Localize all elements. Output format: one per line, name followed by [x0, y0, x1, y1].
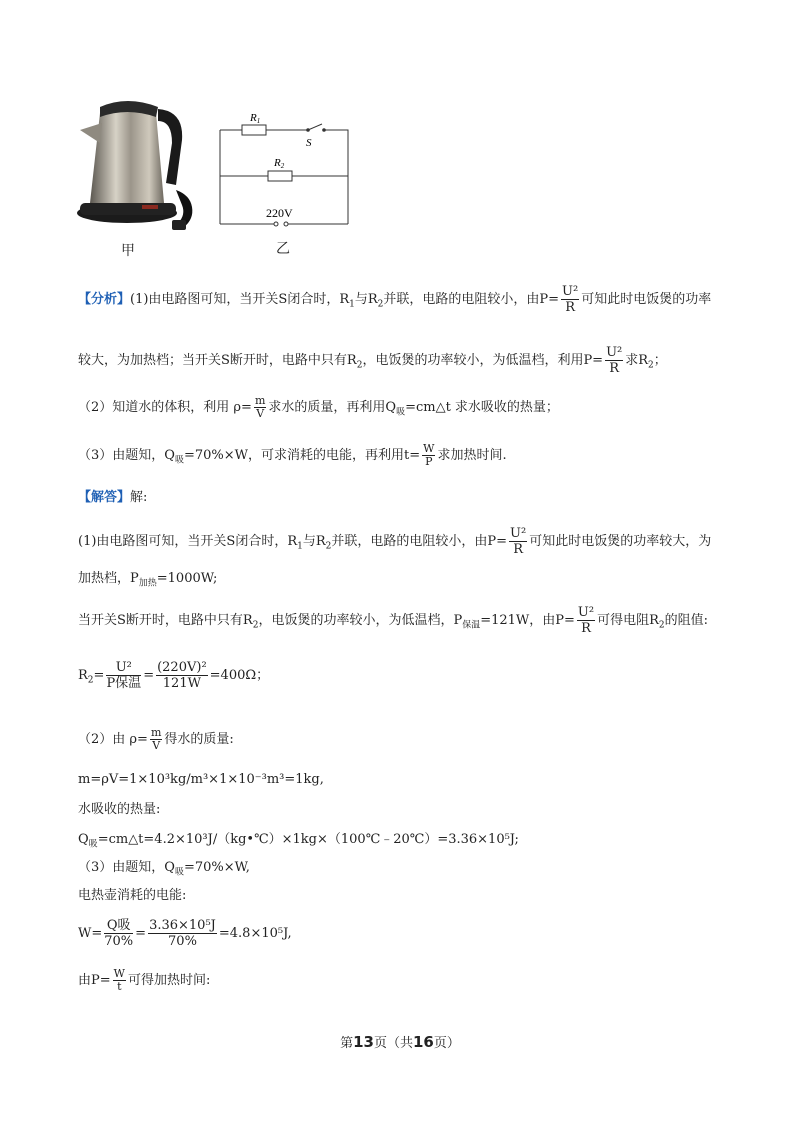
page-footer: 第13页（共16页） — [340, 1033, 460, 1051]
fraction: $\frac{\text{U²}}{R}$ — [606, 345, 623, 376]
fraction: $\frac{\text{U²}}{R}$ — [562, 284, 579, 315]
fraction: $\frac{\text{(220V)²}}{121W}$ — [157, 660, 207, 691]
fraction: $\frac{W}{P}$ — [423, 442, 435, 468]
fraction: $\frac{\text{Q吸}}{70\%}$ — [104, 918, 134, 949]
fraction: $\frac{m}{V}$ — [150, 726, 162, 752]
fraction: $\frac{m}{V}$ — [254, 394, 266, 420]
fraction: $\frac{\text{U²}}{R}$ — [577, 605, 595, 636]
circuit-caption: 乙 — [276, 241, 290, 257]
solution-line-7: 水吸收的热量: — [78, 802, 161, 817]
fraction: $\frac{\text{3.36×10⁵J}}{70\%}$ — [149, 918, 216, 949]
analysis-line-4: （3）由题知，$Q_吸=70\%\times W$，可求消耗的电能，再利用t= $\frac{W}{P}$ 求加热时间. — [78, 442, 507, 468]
page-number: 13 — [353, 1033, 374, 1051]
switch-label: S — [306, 137, 312, 149]
circuit-diagram — [212, 104, 357, 232]
fraction: $\frac{\text{U²}}{R}$ — [510, 526, 527, 557]
analysis-line-2: 较大，为加热档；当开关S断开时，电路中只有$R_2$，电饭煲的功率较小，为低温档，利用P= $\frac{\text{U²}}{R}$ 求$R_2$； — [78, 345, 667, 376]
solution-line-4: $R_2=$ $\frac{\text{U²}}{\text{P保温}}$ = $\frac{\text{(220V)²}}{121W}$ =400Ω； — [78, 660, 270, 691]
voltage-label: 220V — [266, 206, 293, 220]
solution-line-3: 当开关S断开时，电路中只有$R_2$，电饭煲的功率较小，为低温档，$P_{保温}=121W$，由P= $\frac{\text{U²}}{R}$ 可得电阻$R_2$的阻值: — [78, 605, 709, 636]
solution-line-6: m=ρV=1×10³kg/m³×1×10⁻³m³=1kg, — [78, 772, 324, 787]
solution-line-12: 由P= $\frac{W}{t}$ 可得加热时间: — [78, 967, 211, 993]
svg-text:R1 — [249, 112, 260, 125]
solution-line-11: W= $\frac{\text{Q吸}}{70\%}$ = $\frac{\text{3.36×10⁵J}}{70\%}$ =4.8×10⁵J, — [78, 918, 292, 949]
r2-sub: 2 — [280, 162, 285, 170]
r2-label: R — [274, 157, 281, 169]
r1-sub: 1 — [256, 117, 261, 125]
fraction: $\frac{\text{U²}}{\text{P保温}}$ — [106, 660, 142, 691]
analysis-line-3: （2）知道水的体积，利用 ρ= $\frac{m}{V}$ 求水的质量，再利用$Q_吸=cm\triangle t$ 求水吸收的热量； — [78, 394, 559, 420]
fraction: $\frac{W}{t}$ — [113, 967, 125, 993]
solution-line-5: （2）由 ρ= $\frac{m}{V}$ 得水的质量: — [78, 726, 234, 752]
solution-line-1: (1)由电路图可知，当开关S闭合时，$R_1$与$R_2$并联，电路的电阻较小，由P= $\frac{\text{U²}}{R}$ 可知此时电饭煲的功率较大，为 — [78, 526, 712, 557]
solution-line-10: 电热壶消耗的电能: — [78, 888, 187, 903]
solution-line-8: $Q_吸=cm\triangle t=4.2\times 10^3J/(kg•℃)\times 1kg\times(100℃﹣20℃)=3.36\times 10^5J$; — [78, 832, 519, 850]
solution-heading: 【解答】解: — [78, 490, 148, 505]
analysis-tag: 【分析】 — [78, 292, 131, 307]
analysis-line-1: 【分析】(1)由电路图可知，当开关S闭合时，$R_1$与$R_2$并联，电路的电阻较小，由P= $\frac{\text{U²}}{R}$ 可知此时电饭煲的功率 — [78, 284, 712, 315]
kettle-caption: 甲 — [121, 243, 135, 259]
total-pages: 16 — [413, 1033, 434, 1051]
solution-tag: 【解答】 — [78, 490, 131, 505]
kettle-photo — [72, 95, 202, 235]
svg-text:R2 — [273, 157, 285, 170]
solution-line-2: 加热档，$P_{加热}=1000W$; — [78, 571, 218, 589]
r1-label: R — [250, 112, 257, 124]
solution-line-9: （3）由题知，$Q_吸=70\%\times W$, — [78, 860, 250, 878]
